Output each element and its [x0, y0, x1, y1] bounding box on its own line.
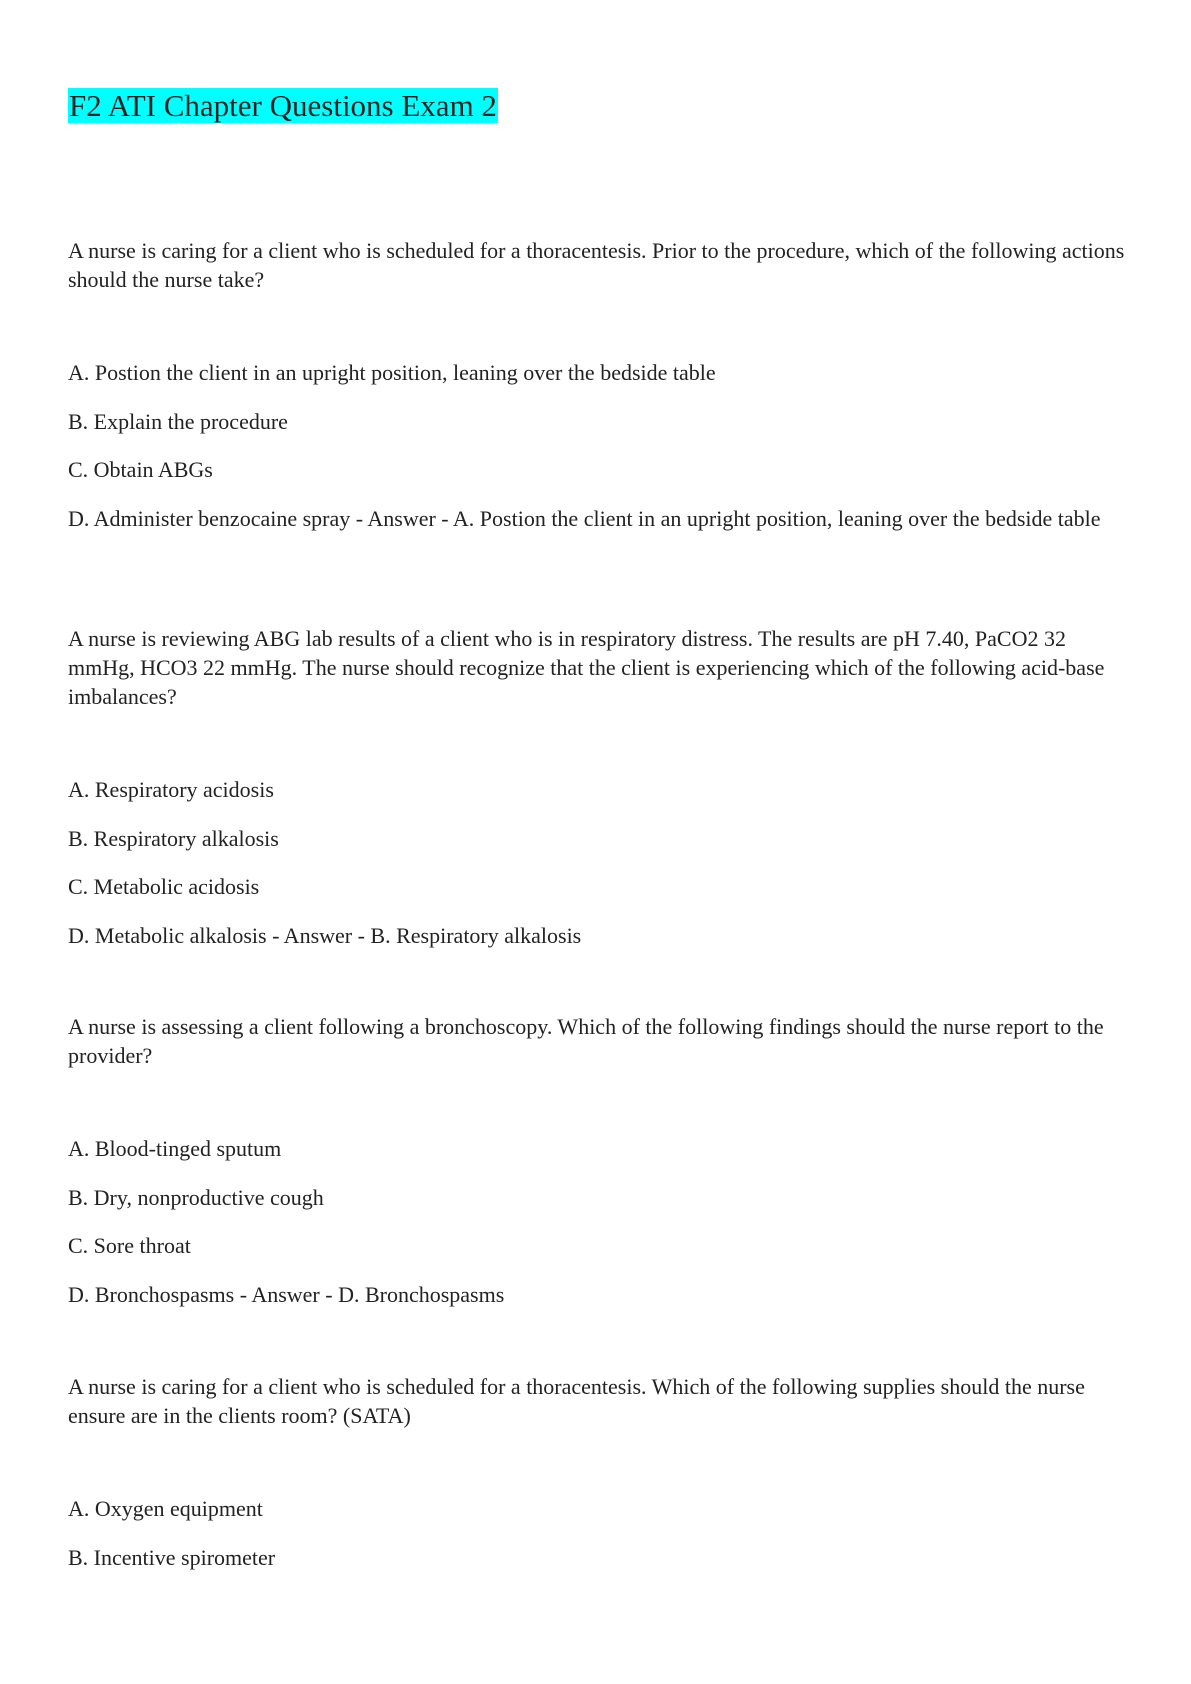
question-4-option-a: A. Oxygen equipment	[68, 1496, 263, 1521]
question-2-option-a: A. Respiratory acidosis	[68, 777, 274, 802]
question-2-option-d-answer: D. Metabolic alkalosis - Answer - B. Respiratory alkalosis	[68, 923, 582, 948]
question-3-option-c: C. Sore throat	[68, 1233, 191, 1258]
question-3-option-d-answer: D. Bronchospasms - Answer - D. Bronchospasms	[68, 1282, 505, 1307]
question-3-option-b: B. Dry, nonproductive cough	[68, 1185, 324, 1210]
question-1-stem: A nurse is caring for a client who is scheduled for a thoracentesis. Prior to the procedure, which of the following actions should the nurse take?	[68, 238, 1125, 292]
question-4-stem: A nurse is caring for a client who is scheduled for a thoracentesis. Which of the following supplies should the nurse ensure are in the clients room? (SATA)	[68, 1374, 1085, 1428]
document-title-text: F2 ATI Chapter Questions Exam 2	[69, 88, 497, 123]
question-3-stem: A nurse is assessing a client following a bronchoscopy. Which of the following findings should the nurse report to the provider?	[68, 1014, 1104, 1068]
document-title	[68, 88, 498, 124]
question-1-option-c: C. Obtain ABGs	[68, 457, 213, 482]
question-1-option-a: A. Postion the client in an upright position, leaning over the bedside table	[68, 360, 716, 385]
question-1-option-d-answer: D. Administer benzocaine spray - Answer - A. Postion the client in an upright position, leaning over the bedside table	[68, 506, 1101, 531]
question-2-option-c: C. Metabolic acidosis	[68, 874, 260, 899]
question-2-option-b: B. Respiratory alkalosis	[68, 826, 279, 851]
question-4-option-b: B. Incentive spirometer	[68, 1545, 276, 1570]
question-2-stem: A nurse is reviewing ABG lab results of a client who is in respiratory distress. The results are pH 7.40, PaCO2 32 mmHg, HCO3 22 mmHg. The nurse should recognize that the client is experiencing which of the following acid-base imbalances?	[68, 626, 1105, 709]
question-3-option-a: A. Blood-tinged sputum	[68, 1136, 282, 1161]
question-1-option-b: B. Explain the procedure	[68, 409, 288, 434]
